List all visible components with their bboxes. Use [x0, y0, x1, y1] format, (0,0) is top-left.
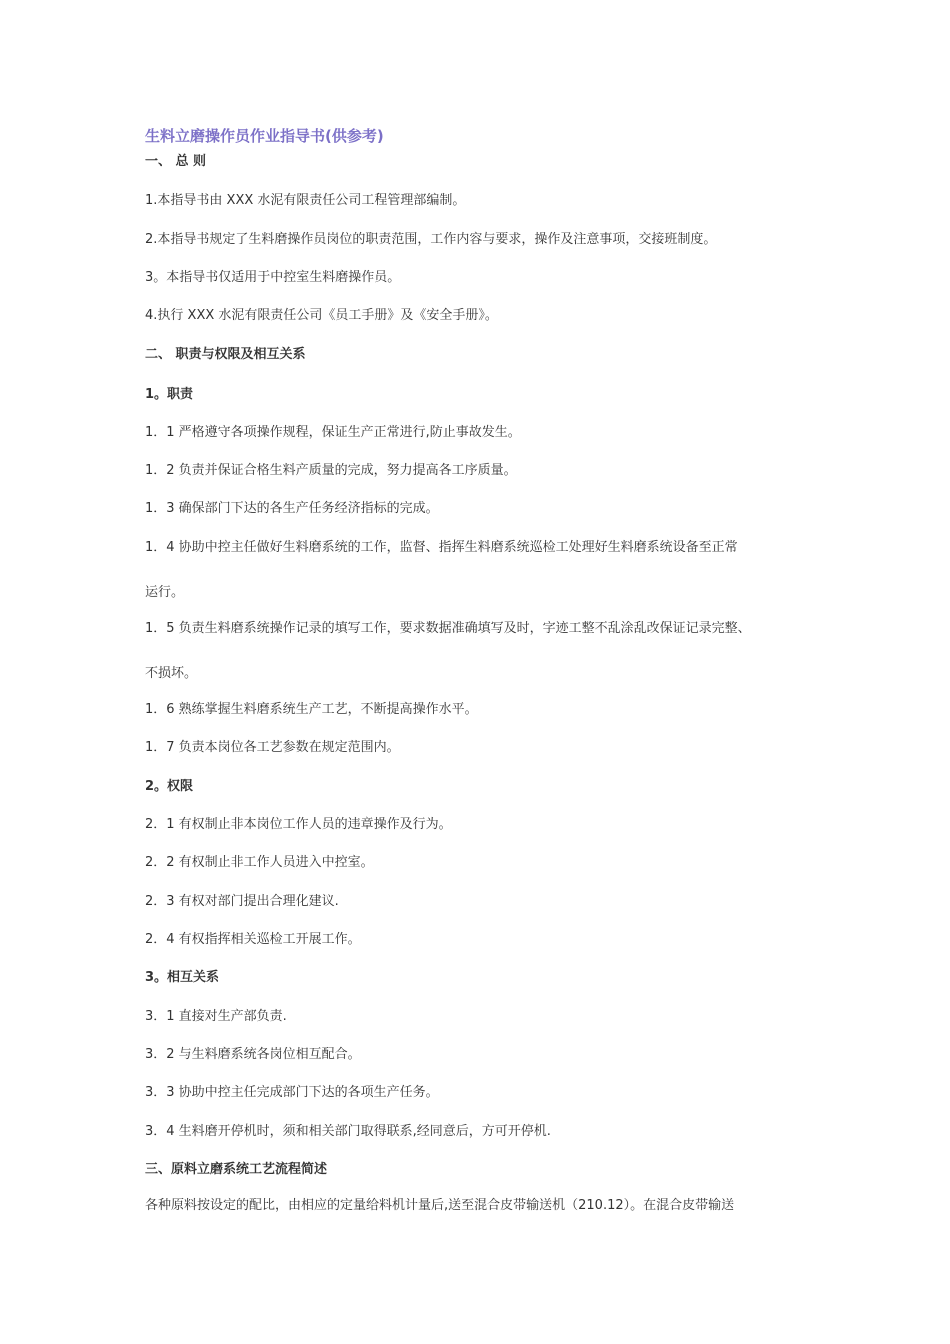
- section-heading-duties: 二、 职责与权限及相互关系: [145, 347, 306, 362]
- paragraph: 3．1 直接对生产部负责.: [145, 1009, 287, 1024]
- paragraph: 2.本指导书规定了生料磨操作员岗位的职责范围，工作内容与要求，操作及注意事项，交接班制度。: [145, 232, 717, 247]
- paragraph: 2．2 有权制止非工作人员进入中控室。: [145, 855, 374, 870]
- paragraph: 1．7 负责本岗位各工艺参数在规定范围内。: [145, 740, 400, 755]
- paragraph: 1.本指导书由 XXX 水泥有限责任公司工程管理部编制。: [145, 193, 466, 208]
- document-title: 生料立磨操作员作业指导书(供参考): [145, 127, 384, 145]
- paragraph: 3．4 生料磨开停机时，须和相关部门取得联系,经同意后，方可开停机.: [145, 1124, 551, 1139]
- paragraph: 4.执行 XXX 水泥有限责任公司《员工手册》及《安全手册》。: [145, 308, 498, 323]
- subsection-heading: 3。相互关系: [145, 970, 220, 985]
- paragraph: 1．3 确保部门下达的各生产任务经济指标的完成。: [145, 501, 439, 516]
- paragraph: 2．4 有权指挥相关巡检工开展工作。: [145, 932, 361, 947]
- paragraph: 3。本指导书仅适用于中控室生料磨操作员。: [145, 270, 401, 285]
- paragraph: 1．6 熟练掌握生料磨系统生产工艺，不断提高操作水平。: [145, 702, 478, 717]
- paragraph: 3．2 与生料磨系统各岗位相互配合。: [145, 1047, 361, 1062]
- subsection-heading: 1。职责: [145, 387, 194, 402]
- paragraph-continuation: 不损坏。: [145, 666, 198, 681]
- paragraph: 各种原料按设定的配比，由相应的定量给料机计量后,送至混合皮带输送机（210.12）。在混合皮带输送: [145, 1198, 735, 1213]
- paragraph: 1．5 负责生料磨系统操作记录的填写工作，要求数据准确填写及时，字迹工整不乱涂乱改保证记录完整、: [145, 621, 751, 636]
- section-heading-process: 三、原料立磨系统工艺流程简述: [145, 1162, 328, 1177]
- paragraph: 1．4 协助中控主任做好生料磨系统的工作，监督、指挥生料磨系统巡检工处理好生料磨系统设备至正常: [145, 540, 738, 555]
- paragraph: 2．3 有权对部门提出合理化建议.: [145, 894, 339, 909]
- paragraph: 3．3 协助中控主任完成部门下达的各项生产任务。: [145, 1085, 439, 1100]
- section-heading-general: 一、 总 则: [145, 154, 207, 169]
- paragraph: 1．2 负责并保证合格生料产质量的完成，努力提高各工序质量。: [145, 463, 517, 478]
- paragraph: 1．1 严格遵守各项操作规程，保证生产正常进行,防止事故发生。: [145, 425, 521, 440]
- paragraph-continuation: 运行。: [145, 585, 185, 600]
- paragraph: 2．1 有权制止非本岗位工作人员的违章操作及行为。: [145, 817, 452, 832]
- subsection-heading: 2。权限: [145, 779, 194, 794]
